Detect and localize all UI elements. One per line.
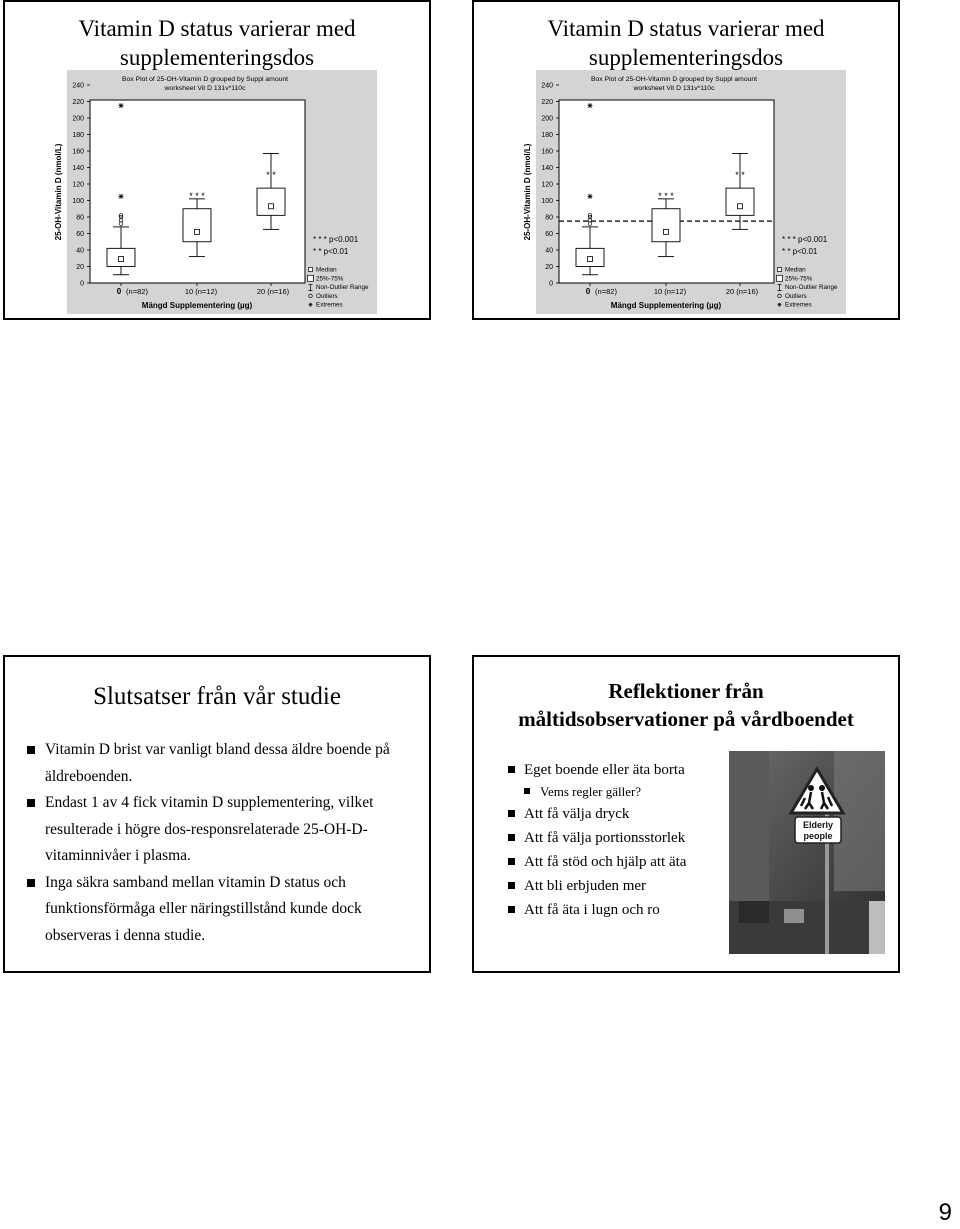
bullet-square-icon <box>27 746 35 754</box>
x-group-label: (n=82) <box>126 287 148 296</box>
y-tick-label: 100 <box>72 198 84 205</box>
list-item: Inga säkra samband mellan vitamin D status och funktionsförmåga eller näringstillstånd kunde dock observeras i denna studie. <box>23 870 418 950</box>
bullet-square-icon <box>508 834 515 841</box>
x-group-label: 20 (n=16) <box>725 287 759 296</box>
y-tick-label: 80 <box>76 214 84 222</box>
y-axis-label: 25-OH-Vitamin D (nmol/L) <box>54 143 63 241</box>
chart-title: Box Plot of 25-OH-Vitamin D grouped by Suppl amount <box>590 76 758 83</box>
list-item: Att bli erbjuden mer <box>508 874 738 898</box>
significance-label: * * * <box>189 190 205 201</box>
x-group-label: (n=82) <box>595 287 617 296</box>
x-group-label: 10 (n=12) <box>653 287 687 296</box>
y-tick-label: 60 <box>76 231 84 238</box>
chart-subtitle: worksheet Vit D 131v*110c <box>633 85 715 92</box>
list-item: Att få välja dryck <box>508 802 738 826</box>
list-item: Att få stöd och hjälp att äta <box>508 850 738 874</box>
significance-legend-item: * * * p<0.001 <box>782 235 828 244</box>
y-tick-label: 100 <box>541 198 553 205</box>
legend-label: 25%-75% <box>785 275 813 283</box>
bullet-square-icon <box>508 882 515 889</box>
slide-title: Reflektioner från måltidsobservationer på vårdboendet <box>518 679 854 731</box>
slide-title: Vitamin D status varierar med supplementeringsdos <box>547 16 825 70</box>
bullet-square-icon <box>508 810 515 817</box>
y-tick-label: 220 <box>541 99 553 106</box>
slide-vitamin-d-chart-2 <box>472 0 900 320</box>
significance-legend-item: * * * p<0.001 <box>313 235 359 244</box>
x-axis-label: Mängd Supplementering (µg) <box>610 301 722 310</box>
chart-title: Box Plot of 25-OH-Vitamin D grouped by Suppl amount <box>121 76 289 83</box>
legend-label: Median <box>785 266 806 274</box>
y-tick-label: 200 <box>541 115 553 123</box>
list-item: Att få äta i lugn och ro <box>508 898 738 922</box>
y-tick-label: 20 <box>545 264 553 271</box>
page-number: 9 <box>938 1199 952 1226</box>
slide-conclusions <box>3 655 431 973</box>
extreme-point <box>119 103 124 108</box>
bullet-square-icon <box>27 799 35 807</box>
slide-title: Vitamin D status varierar med supplementeringsdos <box>78 16 356 70</box>
y-tick-label: 200 <box>72 115 84 123</box>
x-group-label: 10 (n=12) <box>184 287 218 296</box>
significance-legend-item: * * p<0.01 <box>313 247 349 256</box>
y-tick-label: 160 <box>72 148 84 156</box>
x-group-label: 20 (n=16) <box>256 287 290 296</box>
bullet-square-icon <box>508 906 515 913</box>
y-tick-label: 180 <box>541 132 553 139</box>
extreme-point <box>119 194 124 199</box>
legend-label: Non-Outlier Range <box>785 284 838 292</box>
y-tick-label: 60 <box>545 231 553 238</box>
y-tick-label: 0 <box>549 280 553 288</box>
list-item: Vitamin D brist var vanligt bland dessa äldre boende på äldreboenden. <box>23 737 418 790</box>
list-item: Vems regler gäller? <box>508 782 738 802</box>
median-marker <box>664 229 669 234</box>
x-axis-label: Mängd Supplementering (µg) <box>141 301 253 310</box>
legend-label: 25%-75% <box>316 275 344 283</box>
iqr-box <box>726 188 754 215</box>
y-tick-label: 40 <box>545 247 553 255</box>
sign-text-line1: Elderly <box>802 820 834 830</box>
y-tick-label: 80 <box>545 214 553 222</box>
significance-label: * * * <box>658 190 674 201</box>
iqr-box <box>183 209 211 242</box>
x-tick-label: 0 <box>585 287 591 296</box>
iqr-box <box>257 188 285 215</box>
extreme-point <box>588 194 593 199</box>
significance-legend-item: * * p<0.01 <box>782 247 818 256</box>
bullet-square-icon <box>508 858 515 865</box>
legend-box-icon <box>777 275 783 281</box>
extreme-point <box>588 103 593 108</box>
legend-label: Outliers <box>785 292 807 300</box>
legend-label: Median <box>316 266 337 274</box>
legend-box-icon <box>308 275 314 281</box>
legend-extreme-icon <box>309 303 313 307</box>
bullet-square-icon <box>508 766 515 773</box>
median-marker <box>588 257 593 262</box>
sign-text-line2: people <box>803 831 833 841</box>
box-plot-chart <box>474 2 898 318</box>
list-item: Endast 1 av 4 fick vitamin D supplementering, vilket resulterade i högre dos-responsrelaterade 25-OH-D-vitaminnivåer i plasma. <box>23 790 418 870</box>
box-plot-chart <box>5 2 429 318</box>
median-marker <box>738 204 743 209</box>
median-marker <box>195 229 200 234</box>
legend-label: Extremes <box>316 301 343 309</box>
y-tick-label: 240 <box>541 82 553 90</box>
y-tick-label: 220 <box>72 99 84 106</box>
slide-title: Slutsatser från vår studie <box>93 683 341 710</box>
y-tick-label: 120 <box>72 181 84 189</box>
legend-label: Outliers <box>316 292 338 300</box>
significance-label: * * <box>266 170 276 181</box>
y-tick-label: 140 <box>541 165 553 172</box>
legend-label: Extremes <box>785 301 812 309</box>
reflection-list <box>508 758 738 922</box>
legend-extreme-icon <box>778 303 782 307</box>
legend-label: Non-Outlier Range <box>316 284 369 292</box>
y-tick-label: 40 <box>76 247 84 255</box>
y-axis-label: 25-OH-Vitamin D (nmol/L) <box>523 143 532 241</box>
bullet-square-icon <box>27 879 35 887</box>
y-tick-label: 20 <box>76 264 84 271</box>
y-tick-label: 140 <box>72 165 84 172</box>
y-tick-label: 0 <box>80 280 84 288</box>
chart-subtitle: worksheet Vit D 131v*110c <box>164 85 246 92</box>
y-tick-label: 120 <box>541 181 553 189</box>
y-tick-label: 160 <box>541 148 553 156</box>
legend-median-icon <box>309 268 313 272</box>
median-marker <box>269 204 274 209</box>
slide-reflections <box>472 655 900 973</box>
bullet-square-icon <box>524 788 530 794</box>
elderly-people-sign-photo <box>729 751 885 954</box>
y-tick-label: 240 <box>72 82 84 90</box>
significance-label: * * <box>735 170 745 181</box>
y-tick-label: 180 <box>72 132 84 139</box>
x-tick-label: 0 <box>116 287 122 296</box>
conclusion-list <box>23 737 418 949</box>
list-item: Att få välja portionsstorlek <box>508 826 738 850</box>
slide-vitamin-d-chart-1 <box>3 0 431 320</box>
legend-median-icon <box>778 268 782 272</box>
median-marker <box>119 257 124 262</box>
list-item: Eget boende eller äta borta <box>508 758 738 782</box>
iqr-box <box>652 209 680 242</box>
